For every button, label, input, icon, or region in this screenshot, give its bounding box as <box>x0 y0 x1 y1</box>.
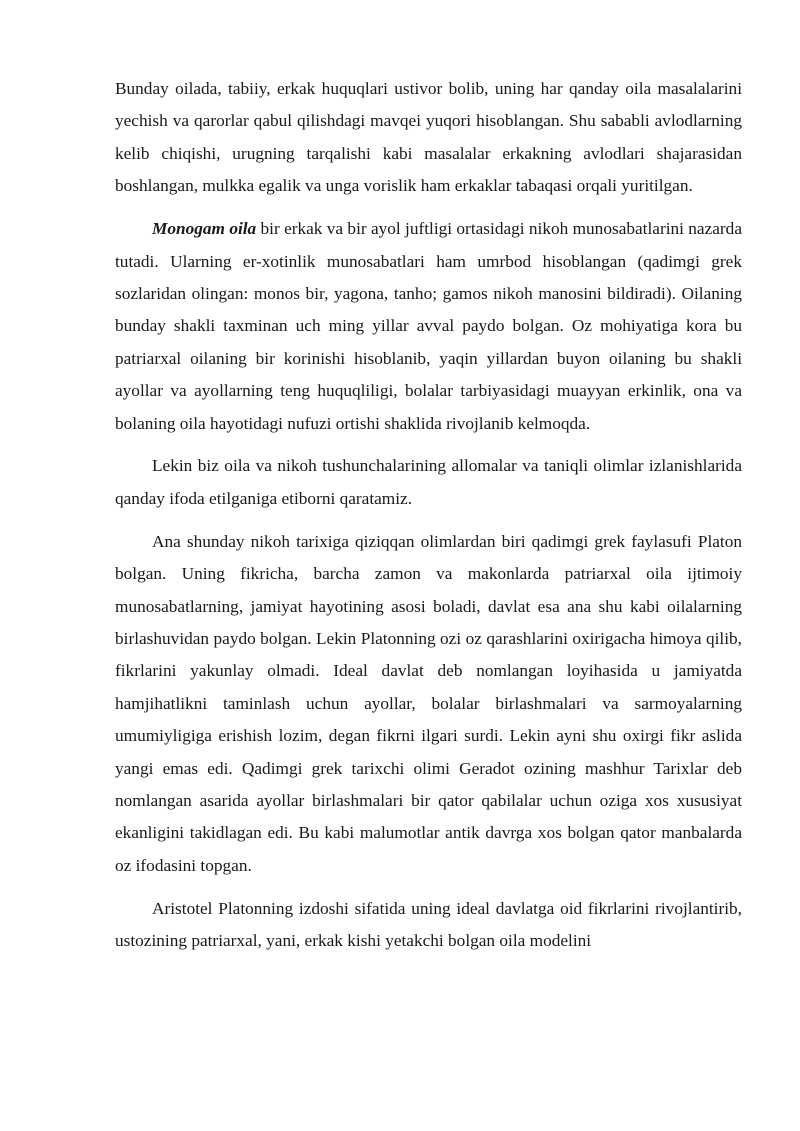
paragraph-aristotel: Aristotel Platonning izdoshi sifatida uning ideal davlatga oid fikrlarini rivojlantirib, ustozining patriarxal, yani, erkak kishi yetakchi bolgan oila modelini <box>115 898 742 951</box>
document-body <box>115 73 742 968</box>
paragraph-monogamous-family <box>115 213 742 440</box>
term-monogam-oila: Monogam oila <box>152 219 257 239</box>
paragraph-family-rights: Bunday oilada, tabiiy, erkak huquqlari ustivor bolib, uning har qanday oila masalalarini yechish va qarorlar qabul qilishdagi mavqei yuqori hisoblangan. Shu sababli avlodlarning kelib chiqishi, urugning tarqalishi kabi masalalar erkakning avlodlari shajarasidan boshlangan, mulkka egalik va unga vorislik ham erkaklar tabaqasi orqali yuritilgan. <box>115 79 742 196</box>
paragraph-monogamous-text: bir erkak va bir ayol juftligi ortasidagi nikoh munosabatlarini nazarda tutadi. Ularning er-xotinlik munosabatlari ham umrbod hisoblangan (qadimgi grek sozlaridan olingan: monos bir, yagona, tanho; gamos nikoh manosini bildiradi). Oilaning bunday shakli taxminan uch ming yillar avval paydo bolgan. Oz mohiyatiga kora bu patriarxal oilaning bir korinishi hisoblanib, yaqin yillardan buyon oilaning bu shakli ayollar va ayollarning teng huquqliligi, bolalar tarbiyasidagi muayyan erkinlik, ona va bolaning oila hayotidagi nufuzi ortishi shaklida rivojlanib kelmoqda. <box>115 219 742 433</box>
paragraph-platon: Ana shunday nikoh tarixiga qiziqqan olimlardan biri qadimgi grek faylasufi Platon bolgan. Uning fikricha, barcha zamon va makonlarda patriarxal oila ijtimoiy munosabatlarning, jamiyat hayotining asosi boladi, davlat esa ana shu kabi oilalarning birlashuvidan paydo bolgan. Lekin Platonning ozi oz qarashlarini oxirigacha himoya qilib, fikrlarini yakunlay olmadi. Ideal davlat deb nomlangan loyihasida u jamiyatda hamjihatlikni taminlash uchun ayollar, bolalar birlashmalari va sarmoyalarning umumiyligiga erishish lozim, degan fikrni ilgari surdi. Lekin ayni shu oxirgi fikr aslida yangi emas edi. Qadimgi grek tarixchi olimi Geradot ozining mashhur Tarixlar deb nomlangan asarida ayollar birlashmalari bir qator qabilalar uchun oziga xos xususiyat ekanligini takidlagan edi. Bu kabi malumotlar antik davrga xos bolgan qator manbalarda oz ifodasini topgan. <box>115 531 742 875</box>
paragraph-scholars-intro: Lekin biz oila va nikoh tushunchalarining allomalar va taniqli olimlar izlanishlarida qanday ifoda etilganiga etiborni qaratamiz. <box>115 456 742 508</box>
